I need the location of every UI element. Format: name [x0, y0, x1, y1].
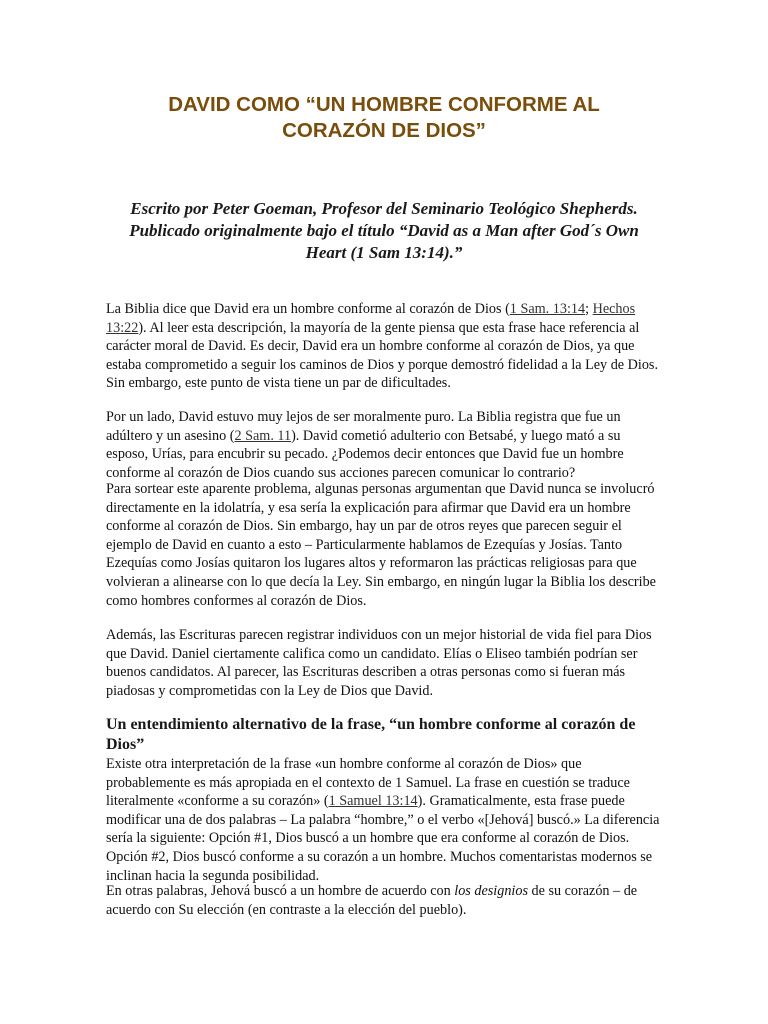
- document-title: [60, 92, 708, 144]
- link-1-samuel-13-14[interactable]: 1 Samuel 13:14: [328, 793, 418, 810]
- paragraph-1-text-a: La Biblia dice que David era un hombre conforme al corazón de Dios (: [106, 301, 510, 317]
- paragraph-1: [106, 300, 666, 393]
- paragraph-3: Para sortear este aparente problema, algunas personas argumentan que David nunca se involucró directamente en la idolatría, y esa sería la explicación para afirmar que David era un hombre conforme al corazón de Dios. Sin embargo, hay un par de otros reyes que parecen seguir el ejemplo de David en cuanto a esto – Particularmente hablamos de Ezequías y Josías. Tanto Ezequías como Josías quitaron los lugares altos y reformaron las prácticas religiosas para que volvieran a alinearse con lo que decía la Ley. Sin embargo, en ningún lugar la Biblia los describe como hombres conformes al corazón de Dios.: [106, 481, 656, 609]
- paragraph-5-text-b: ). Gramaticalmente, esta frase puede modificar una de dos palabras – La palabra “hombre,” o el verbo «[Jehová] buscó.» La diferencia sería la siguiente: Opción #1, Dios buscó a un hombre que era conforme al corazón de Dios. Opción #2, Dios buscó conforme a su corazón a un hombre. Muchos comentaristas modernos se inclinan hacia la segunda posibilidad.: [106, 793, 660, 884]
- link-separator: ;: [585, 301, 593, 317]
- section-heading: Un entendimiento alternativo de la frase, “un hombre conforme al corazón de Dios”: [106, 716, 636, 753]
- link-1-sam-13-14[interactable]: 1 Sam. 13:14: [509, 301, 586, 317]
- paragraph-2-text-a: Por un lado, David estuvo muy lejos de ser moralmente puro. La Biblia registra que fue un adúltero y un asesino (: [106, 409, 621, 444]
- paragraph-2: [106, 408, 666, 482]
- paragraph-4: Además, las Escrituras parecen registrar individuos con un mejor historial de vida fiel para Dios que David. Daniel ciertamente califica como un candidato. Elías o Eliseo también podrían ser buenos candidatos. Al parecer, las Escrituras describen a otras personas como si fueran más piadosas y comprometidas con la Ley de Dios que David.: [106, 627, 652, 699]
- paragraph-6-emphasis: los designios: [454, 883, 528, 899]
- link-2-sam-11[interactable]: 2 Sam. 11: [234, 427, 292, 444]
- paragraph-6-text-b: de su corazón – de acuerdo con Su elección (en contraste a la elección del pueblo).: [106, 883, 638, 918]
- author-byline: Escrito por Peter Goeman, Profesor del Seminario Teológico Shepherds. Publicado originalmente bajo el título “David as a Man after God´s Own Heart (1 Sam 13:14).”: [129, 199, 639, 262]
- paragraph-6: [106, 882, 666, 919]
- paragraph-1-text-b: ). Al leer esta descripción, la mayoría de la gente piensa que esta frase hace referencia al carácter moral de David. Es decir, David era un hombre conforme al corazón de Dios, ya que estaba comprometido a seguir los caminos de Dios y porque demostró fidelidad a la Ley de Dios. Sin embargo, este punto de vista tiene un par de dificultades.: [106, 319, 658, 392]
- paragraph-2-text-b: ). David cometió adulterio con Betsabé, y luego mató a su esposo, Urías, para encubrir su pecado. ¿Podemos decir entonces que David fue un hombre conforme al corazón de Dios cuando sus acciones parecen comunicar lo contrario?: [106, 427, 624, 481]
- title-line-2: CORAZÓN DE DIOS”: [282, 119, 486, 142]
- paragraph-6-text-a: En otras palabras, Jehová buscó a un hombre de acuerdo con: [106, 883, 455, 899]
- title-line-1: DAVID COMO “UN HOMBRE CONFORME AL: [168, 93, 600, 116]
- paragraph-5: [106, 755, 666, 885]
- paragraph-5-text-a: Existe otra interpretación de la frase «un hombre conforme al corazón de Dios» que probablemente es más apropiada en el contexto de 1 Samuel. La frase en cuestión se traduce literalmente «conforme a su corazón» (: [106, 756, 630, 810]
- link-hechos-13-22[interactable]: Hechos 13:22: [106, 301, 636, 336]
